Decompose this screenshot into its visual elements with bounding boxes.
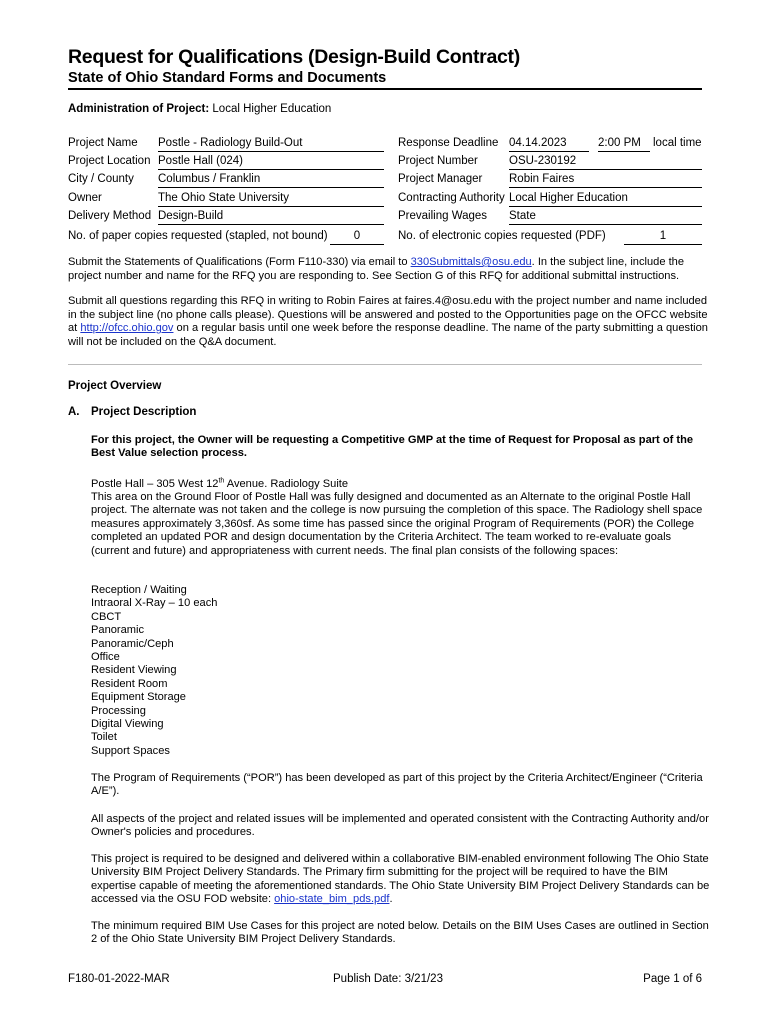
prevailing-wages-value: State — [509, 210, 702, 225]
bim-pds-link[interactable]: ohio-state_bim_pds.pdf — [274, 893, 390, 906]
list-item: Resident Room — [91, 677, 168, 690]
spaces-list — [91, 584, 217, 758]
delivery-method-label: Delivery Method — [68, 210, 152, 222]
address-text-b: Avenue. Radiology Suite — [224, 478, 349, 490]
list-item: CBCT — [91, 610, 122, 623]
response-deadline-label: Response Deadline — [398, 137, 499, 149]
submittals-email-link[interactable]: 330Submittals@osu.edu — [410, 256, 532, 268]
paper-copies-label: No. of paper copies requested (stapled, not bound) — [68, 230, 328, 242]
electronic-copies-label: No. of electronic copies requested (PDF) — [398, 230, 606, 242]
title-divider — [68, 88, 702, 90]
footer-page-number: Page 1 of 6 — [643, 973, 702, 985]
city-county-label: City / County — [68, 173, 134, 185]
aspects-paragraph: All aspects of the project and related issues will be implemented and operated consistent with the Contracting Authority and/or Owner's policies and procedures. — [91, 813, 709, 839]
city-county-value: Columbus / Franklin — [158, 173, 384, 188]
list-item: Panoramic — [91, 624, 145, 637]
paper-copies-value: 0 — [330, 230, 384, 245]
admin-label: Administration of Project: — [68, 103, 210, 115]
response-time-value: 2:00 PM — [598, 137, 650, 152]
project-number-value: OSU-230192 — [509, 155, 702, 170]
questions-text-b: on a regular basis until one week before the response deadline. The name of the party submitting a question will not be included on the Q&A document. — [68, 322, 708, 348]
project-number-label: Project Number — [398, 155, 478, 167]
page-title: Request for Qualifications (Design-Build Contract) — [68, 46, 520, 68]
owner-label: Owner — [68, 192, 102, 204]
list-item: Digital Viewing — [91, 718, 164, 731]
list-item: Toilet — [91, 731, 117, 744]
submit-text-a: Submit the Statements of Qualifications (Form F110-330) via email to — [68, 256, 411, 268]
bim-text-b: . — [389, 893, 393, 906]
contracting-authority-label: Contracting Authority — [398, 192, 505, 204]
list-item: Support Spaces — [91, 744, 170, 757]
list-item: Panoramic/Ceph — [91, 637, 174, 650]
project-location-value: Postle Hall (024) — [158, 155, 384, 170]
owner-value: The Ohio State University — [158, 192, 384, 207]
prevailing-wages-label: Prevailing Wages — [398, 210, 488, 222]
admin-value: Local Higher Education — [212, 103, 332, 115]
delivery-method-value: Design-Build — [158, 210, 384, 225]
submit-paragraph — [68, 256, 708, 283]
administration-line — [68, 103, 331, 115]
project-name-value: Postle - Radiology Build-Out — [158, 137, 384, 152]
questions-text-a: Submit all questions regarding this RFQ in writing to Robin Faires at faires.4@osu.edu with the project number and name included in the subject line (no phone calls please). Questions will be answered and posted to the Opportunities page on the OFCC website at — [68, 295, 708, 335]
address-text-a: Postle Hall – 305 West 12 — [91, 478, 219, 490]
page-subtitle: State of Ohio Standard Forms and Documents — [68, 70, 387, 86]
description-paragraph: This area on the Ground Floor of Postle Hall was fully designed and documented as an Alternate to the original Postle Hall project. The alternate was not taken and the college is now pursuing the completion of this space. The Radiology shell space measures approximately 3,360sf. As some time has passed since the original Program of Requirements (POR) the College completed an updated POR and design documentation by the Criteria Architect. The team worked to re-evaluate goals (current and future) and appropriateness with current needs. The final plan consists of the following spaces: — [91, 491, 703, 557]
address-line — [91, 478, 711, 491]
bim-paragraph — [91, 853, 711, 907]
section-a-title: Project Description — [91, 406, 197, 418]
list-item: Reception / Waiting — [91, 584, 187, 596]
project-overview-heading: Project Overview — [68, 380, 162, 392]
project-manager-label: Project Manager — [398, 173, 483, 185]
submit-text-b: . In the subject line, include the project number and name for the RFQ you are responding to. See Section G of this RFQ for additional submittal instructions. — [68, 256, 684, 282]
min-bim-paragraph: The minimum required BIM Use Cases for this project are noted below. Details on the BIM Uses Cases are outlined in Section 2 of the Ohio State University BIM Project Delivery Standards. — [91, 920, 709, 946]
por-paragraph: The Program of Requirements (“POR”) has been developed as part of this project by the Criteria Architect/Engineer (“Criteria A/E”). — [91, 772, 703, 798]
list-item: Resident Viewing — [91, 664, 177, 677]
contracting-authority-value: Local Higher Education — [509, 192, 702, 207]
section-a-letter: A. — [68, 406, 80, 418]
gmp-paragraph: For this project, the Owner will be requesting a Competitive GMP at the time of Request for Proposal as part of the Best Value selection process. — [91, 434, 694, 460]
electronic-copies-value: 1 — [624, 230, 702, 245]
footer-form-number: F180-01-2022-MAR — [68, 973, 170, 985]
list-item: Office — [91, 651, 120, 664]
response-date-value: 04.14.2023 — [509, 137, 589, 152]
local-time-label: local time — [653, 137, 702, 149]
section-divider — [68, 364, 702, 365]
footer-publish-date: Publish Date: 3/21/23 — [333, 973, 443, 985]
address-superscript: th — [218, 477, 225, 485]
project-manager-value: Robin Faires — [509, 173, 702, 188]
bim-text-a: This project is required to be designed and delivered within a collaborative BIM-enabled environment following The Ohio State University BIM Project Delivery Standards. The Primary firm submitting for the project will be required to have the BIM expertise capable of meeting the aforementioned standards. The Ohio State University BIM Project Delivery Standards can be accessed via the OSU FOD website: — [91, 853, 710, 906]
questions-paragraph — [68, 295, 708, 349]
list-item: Intraoral X-Ray – 10 each — [91, 597, 218, 610]
list-item: Equipment Storage — [91, 691, 186, 704]
project-location-label: Project Location — [68, 155, 151, 167]
project-name-label: Project Name — [68, 137, 138, 149]
list-item: Processing — [91, 704, 146, 717]
ofcc-website-link[interactable]: http://ofcc.ohio.gov — [80, 322, 174, 335]
